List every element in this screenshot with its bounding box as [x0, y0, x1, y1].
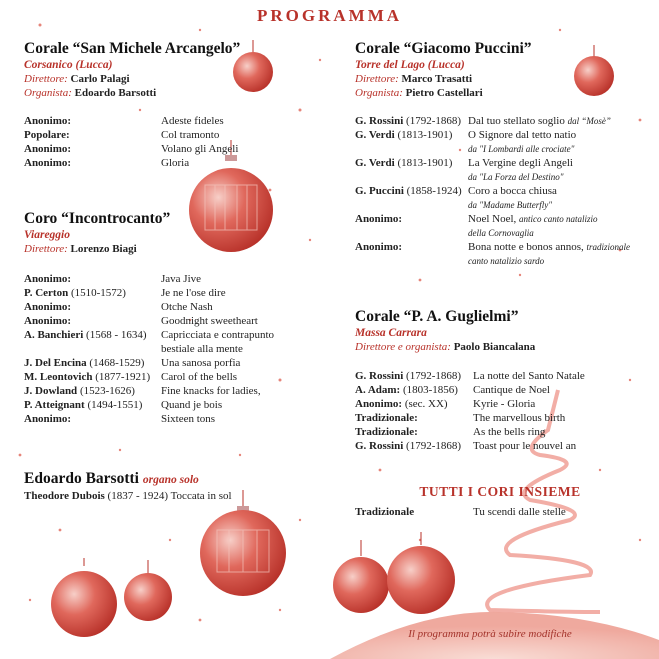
list-item: da "Madame Butterfly" — [468, 200, 553, 210]
list-item: Anonimo: Bona notte e bonos annos, tradizionale — [355, 241, 631, 253]
list-item: Anonimo: Otche Nash — [24, 301, 213, 313]
list-item: da "La Forza del Destino" — [468, 172, 564, 182]
list-item: Theodore Dubois (1837 - 1924) Toccata in sol — [24, 490, 232, 502]
list-item: Anonimo: Sixteen tons — [24, 413, 216, 425]
list-item: Anonimo: Goodnight sweetheart — [24, 315, 258, 327]
list-item: A. Adam: (1803-1856) Cantique de Noel — [355, 384, 550, 396]
list-item: Anonimo: (sec. XX) Kyrie - Gloria — [355, 398, 536, 410]
list-item: G. Verdi (1813-1901) O Signore dal tetto natio — [355, 129, 577, 141]
choir-giacomo-puccini — [355, 40, 532, 100]
ornament-8 — [387, 532, 455, 614]
list-item: P. Atteignant (1494-1551) Quand je bois — [24, 399, 223, 411]
choir1-program — [24, 114, 294, 170]
list-item: J. Dowland (1523-1626) Fine knacks for ladies, — [24, 385, 261, 397]
list-item: Anonimo: Java Jive — [24, 273, 202, 285]
list-item: canto natalizio sardo — [468, 256, 545, 266]
choir-name: Coro “Incontrocanto” — [24, 210, 171, 227]
choir-location: Corsanico (Lucca) — [24, 59, 113, 71]
list-item: G. Rossini (1792-1868) La notte del Santo Natale — [355, 370, 585, 382]
list-item: P. Certon (1510-1572) Je ne l'ose dire — [24, 287, 226, 299]
list-item: Popolare: Col tramonto — [24, 129, 220, 141]
list-item: Anonimo: Gloria — [24, 157, 190, 169]
list-item: G. Rossini (1792-1868) Dal tuo stellato soglio dal “Mosè” — [355, 115, 611, 127]
ornament-5 — [51, 558, 117, 637]
list-item: M. Leontovich (1877-1921) Carol of the bells — [24, 371, 238, 383]
list-item: Anonimo: Noel Noel, antico canto natalizio — [355, 213, 598, 225]
list-item: Tradizionale: The marvellous birth — [355, 412, 566, 424]
choir3-program — [355, 114, 645, 268]
list-item: della Cornovaglia — [468, 228, 534, 238]
ornament-4 — [200, 490, 286, 596]
list-item: J. Del Encina (1468-1529) Una sanosa porfia — [24, 357, 241, 369]
choir4-program — [355, 369, 645, 453]
list-item: G. Verdi (1813-1901) La Vergine degli Angeli — [355, 157, 573, 169]
footer-note: Il programma potrà subire modifiche — [408, 628, 572, 640]
list-item: Tradizionale Tu scendi dalle stelle — [355, 506, 566, 518]
choir2-program — [24, 272, 304, 426]
organist-line: Organista: Edoardo Barsotti — [24, 87, 157, 99]
choir-location: Torre del Lago (Lucca) — [355, 59, 465, 71]
director-line: Direttore: Carlo Palagi — [24, 73, 130, 85]
choir-location: Viareggio — [24, 229, 71, 241]
choir-location: Massa Carrara — [355, 327, 427, 339]
choir-name: Corale “Giacomo Puccini” — [355, 40, 532, 57]
list-item: da "I Lombardi alle crociate" — [468, 144, 575, 154]
ornament-3 — [574, 45, 614, 96]
list-item: G. Rossini (1792-1868) Toast pour le nouvel an — [355, 440, 577, 452]
soloist-name: Edoardo Barsotti organo solo — [24, 470, 199, 487]
finale-program — [355, 505, 645, 519]
choir-incontrocanto — [24, 210, 170, 256]
list-item: G. Puccini (1858-1924) Coro a bocca chiusa — [355, 185, 557, 197]
director-line: Direttore e organista: Paolo Biancalana — [355, 341, 536, 353]
choir-name: Corale “San Michele Arcangelo” — [24, 40, 241, 57]
page-title: PROGRAMMA — [256, 6, 403, 25]
choir-san-michele — [24, 40, 240, 100]
ornament-7 — [333, 540, 389, 613]
director-line: Direttore: Marco Trasatti — [355, 73, 473, 85]
list-item: Anonimo: Adeste fideles — [24, 115, 224, 127]
choir-name: Corale “P. A. Guglielmi” — [355, 308, 519, 325]
organ-solo — [24, 470, 232, 503]
finale-title: TUTTI I CORI INSIEME — [419, 484, 581, 499]
list-item: Anonimo: Volano gli Angeli — [24, 143, 239, 155]
director-line: Direttore: Lorenzo Biagi — [24, 243, 137, 255]
list-item: Tradizionale: As the bells ring — [355, 426, 546, 438]
ornament-6 — [124, 560, 172, 621]
choir-guglielmi — [355, 308, 535, 354]
list-item: A. Banchieri (1568 - 1634) Capricciata e contrapunto — [24, 329, 275, 341]
list-item: bestiale alla mente — [161, 343, 243, 355]
organist-line: Organista: Pietro Castellari — [355, 87, 483, 99]
